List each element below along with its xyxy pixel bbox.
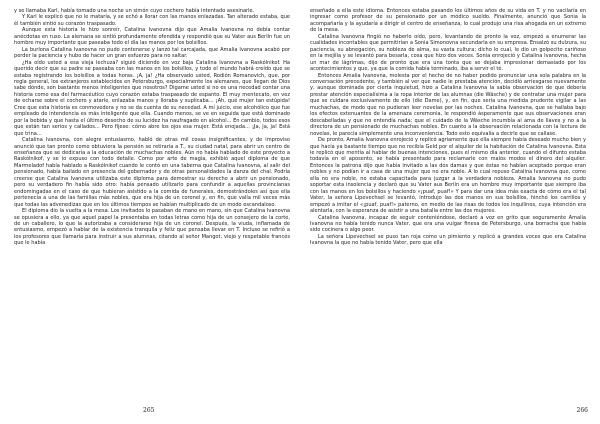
paragraph: Catalina Ivanovna, incapaz de seguir conteniéndose, declaró a voz en grito que seguramente Amalia Ivanovna no había tenido nunca Vater, que era una vulgar finesa de Petersburgo, una borracha que había sido cocinera o algo peor. [310, 214, 586, 234]
paragraph: Entonces Amalia Ivanovna, molesta por el hecho de no haber podido pronunciar una sola palabra en la conversación precedente, y también al ver que nadie le prestaba atención, decidió arriesgarse nuevamente y, aunque dominada por cierta inquietud, hizo a Catalina Ivanovna la sabia observación de que debería prestar atención especialísima a la ropa interior de las alumnas (die Wäsche) y de contratar una mujer para que se cuidara exclusivamente de ello (die Dame), y, en fin, que sería una medida prudente vigilar a las muchachas, de modo que no pudieran leer novelas por las noches. Catalina Ivanovna, que se hallaba bajo los efectos extenuantes de la amenaza ceremonia, le respondió ásperamente que sus observaciones eran descabelladas y que no entendía nada; que el cuidado de la Wäsche incumbía al ama de llaves y no a la directora de un pensionado de muchachas nobles. En cuanto a la observación relacionada con la lectura de novelas, le parecía simplemente una inconveniencia. Todo esto equivalía a decirle que se callase. [310, 72, 586, 137]
paragraph: Y Karl le explicó que no le mataría, y se echó a llorar con las manos enlazadas. Tan alterado estaba, que él también sintió su corazón traspasado. [14, 14, 290, 27]
right-page-text [310, 8, 586, 247]
paragraph: Aunque esta historia le hizo sonreír, Catalina Ivanovna dijo que Amalia Ivanovna no debía contar anécdotas en ruso. La alemana se sintió profundamente ofendida y respondió que su Vater aus Berlín fue un hombre muy importante que paseaba todo el día las manos por los bolsillos. [14, 27, 290, 47]
paragraph: Catalina Ivanovna, con alegre entusiasmo, habló de otras mil cosas insignificantes, y de improviso anunció que tan pronto como obtuviera la pensión se retiraría a T., su ciudad natal, para abrir un centro de enseñanza que se dedicaría a la educación de muchachas nobles. Aún no había hablado de este proyecto a Raskólnikof, y se lo expuso con todo detalle. Como por arte de magia, exhibió aquel diploma de que Marmeladof había hablado a Raskólnikof cuando le contó en una taberna que Catalina Ivanovna, al salir del pensionado, había bailado en presencia del gobernador y de otras personalidades la danza del chal. Podría creerse que Catalina Ivanovna utilizaba este diploma para demostrar su derecho a abrir un pensionado, pero su verdadero fin había sido otro: había pensado utilizarlo para confundir a aquellas provincianas endomingadas en el caso de que hubieran asistido a la comida de funerales, demostrándoles así que ella pertenecía a una de las familias más nobles, que era hija de un coronel y, en fin, que valía mil veces más que todas las advenedizas que en los últimos tiempos se habían multiplicado de un modo escandaloso. [14, 137, 290, 208]
page-number: 266 [576, 407, 588, 414]
paragraph: enseñado a ella este idioma. Entonces estaba pasando los últimos años de su vida en T. y no vacilaría en ingresar como profesor de su pensionado por un módico sueldo. Finalmente, anunció que Sonia la acompañaría y la ayudaría a dirigir el centro de enseñanza, lo cual produjo una risa ahogada en un extremo de la mesa. [310, 8, 586, 34]
page-number: 265 [143, 407, 155, 414]
paragraph: Catalina Ivanovna fingió no haberlo oído, pero, levantando de pronto la voz, empezó a enumerar las cualidades incontables que permitirían a Sonia Simonovna secundarla en su empresa. Ensalzó su dulzura, su paciencia, su abnegación, su nobleza de alma, su vasta cultura; dicho lo cual, le dio un golpecito cariñoso en la mejilla y se levantó para besarla, cosa que hizo dos veces. Sonia enrojeció y Catalina Ivanovna, hecha un mar de lágrimas, dijo de pronto que era una tonta que se dejaba impresionar demasiado por los acontecimientos y que, ya que la comida había terminado, iba a servir el té. [310, 33, 587, 73]
right-page [300, 0, 600, 424]
paragraph: La burlona Catalina Ivanovna no pudo contenerse y lanzó tal carcajada, que Amalia Ivanovna acabó por perder la paciencia y hubo de hacer un gran esfuerzo para no saltar. [14, 46, 290, 60]
paragraph: El diploma dio la vuelta a la mesa. Los invitados lo pasaban de mano en mano, sin que Catalina Ivanovna se opusiera a ello, ya que aquel papel la presentaba en todas letras como hija de un consejero de la corte, de un caballero, lo que la autorizaba a considerarse hija de un coronel. Después, la viuda, inflamada de entusiasmo, empezó a hablar de la existencia tranquila y feliz que pensaba llevar en T. Incluso se refirió a los profesores que llamaría para instruir a sus alumnas, citando al señor Mangot, viejo y respetable francés que le había [14, 208, 290, 247]
paragraph: La señora Lipevechsel se puso tan roja como un pimiento y replicó a grandes voces que era Catalina Ivanovna la que no había tenido Vater, pero que ella [310, 233, 586, 247]
left-page-text [14, 8, 290, 247]
paragraph: y se llamaba Karl, había tomado una noche un simón cuyo cochero había intentado asesinarle. [14, 8, 255, 14]
paragraph: ¿Ha oído usted a esa vieja lechuza? siguió diciendo en voz baja Catalina Ivanovna a Raskólnikof. Ha querido decir que su padre se paseaba con las manos en los bolsillos, y todo el mundo habrá creído que se estaba registrando los bolsillos a todas horas. ¡A, ja! ¿Ha observado usted, Rodión Romanovich, que, por regla general, los extranjeros establecidos en Petersburgo, especialmente los alemanes, que llegan de Dios sabe dónde, son bastante menos inteligentes que nosotros? Digame usted si no es una necedad contar una historia como esa del farmacéutico cuyo corazón estaba traspasado de espanto. El muy mentecato, en vez de echarse sobre el cochero y atarle, enlazaba manos y lloraba y suplicaba... ¡Ah, qué mujer tan estúpida! Cree que esta historia es conmovedora y no se da cuenta de su necedad. A mí juicio, ese alcohólico que fue empleado de intendencia es más inteligente que ella. Cuando menos, se ve en seguida que está dominado por la bebida y que hasta el último desecho de su lucidez ha naufragado en alcohol... En cambio, todos esos que están tan serios y callados... Pero fíjese: cómo abre los ojos esa mujer. Está enojada... ¡Ja, ja, ja! Está que trina... [14, 59, 290, 137]
paragraph: De pronto, Amalia Ivanovna enrojeció y replicó agriamente que ella siempre había deseado mucho bien y que hacía ya bastante tiempo que no recibía Geld por el alquiler de la habitación de Catalina Ivanovna. Esta le replicó que mentía al hablar de buenas intenciones, pues el mismo día anterior, cuando el difunto estaba todavía en el aposento, se había presentado para reclamarle con malos modos el dinero del alquiler. Entonces la patrona dijo que había invitado a las dos damas y que éstas no habían aceptado porque eran nobles y no podían ir a casa de una mujer que no era noble. A lo cual repuso Catalina Ivanovna que, como ella no era noble, no estaba capacitada para juzgar a la verdadera nobleza. Amalia Ivanovna no pudo soportar esta insolencia y declaró que su Vater aus Berlín era un hombre muy importante que siempre iba con las manos en los bolsillos y haciendo «¡puaf, puaf!» Y para dar una idea más exacta de cómo era el tal Vater, la señora Lipevechsel se levantó, introdujo las dos manos en sus bolsillos, hinchó los carrillos y empezó a imitar el «¡puaf, puaf!» paterno, en medio de las risas de todos los inquilinos, cuya intención era alentarla, con la esperanza de asistir a una batalla entre las dos mujeres. [310, 137, 586, 215]
